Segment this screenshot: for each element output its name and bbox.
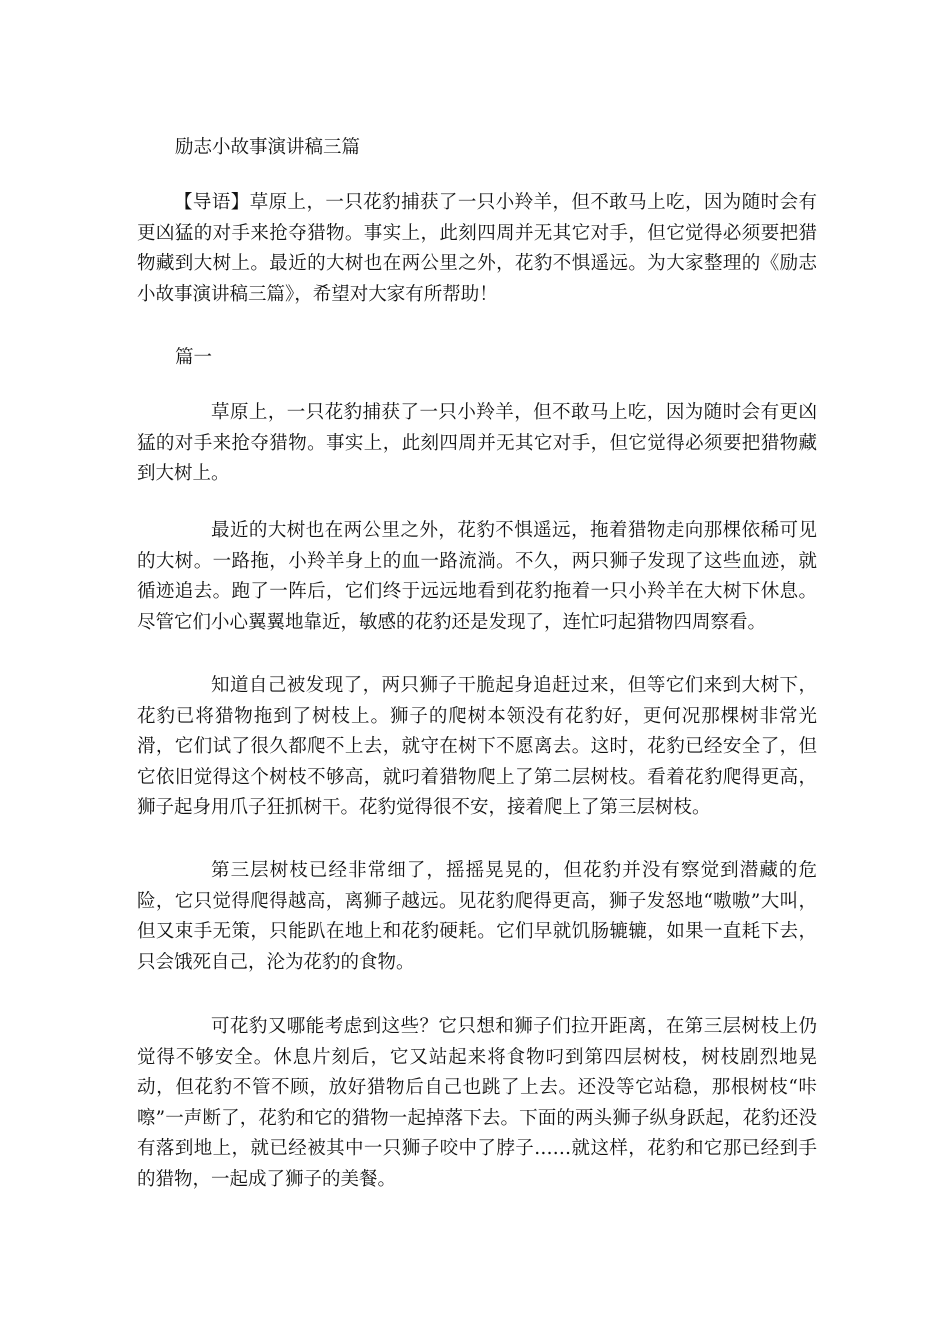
intro-paragraph: 【导语】草原上，一只花豹捕获了一只小羚羊，但不敢马上吃，因为随时会有更凶猛的对手来抢夺猎物。事实上，此刻四周并无其它对手，但它觉得必须要把猎物藏到大树上。最近的大树也在两公里之外，花豹不惧遥远。为大家整理的《励志小故事演讲稿三篇》，希望对大家有所帮助！ bbox=[137, 192, 817, 305]
document-title: 励志小故事演讲稿三篇 bbox=[175, 137, 361, 158]
body-paragraph-1: 草原上，一只花豹捕获了一只小羚羊，但不敢马上吃，因为随时会有更凶猛的对手来抢夺猎物。事实上，此刻四周并无其它对手，但它觉得必须要把猎物藏到大树上。 bbox=[137, 402, 817, 484]
body-paragraph-4: 第三层树枝已经非常细了，摇摇晃晃的，但花豹并没有察觉到潜藏的危险，它只觉得爬得越高，离狮子越远。见花豹爬得更高，狮子发怒地“嗷嗷”大叫，但又束手无策，只能趴在地上和花豹硬耗。它们早就饥肠辘辘，如果一直耗下去，只会饿死自己，沦为花豹的食物。 bbox=[137, 860, 817, 973]
body-paragraph-2: 最近的大树也在两公里之外，花豹不惧遥远，拖着猎物走向那棵依稀可见的大树。一路拖，小羚羊身上的血一路流淌。不久，两只狮子发现了这些血迹，就循迹追去。跑了一阵后，它们终于远远地看到花豹拖着一只小羚羊在大树下休息。尽管它们小心翼翼地靠近，敏感的花豹还是发现了，连忙叼起猎物四周察看。 bbox=[137, 520, 817, 633]
body-paragraph-3: 知道自己被发现了，两只狮子干脆起身追赶过来，但等它们来到大树下，花豹已将猎物拖到了树枝上。狮子的爬树本领没有花豹好，更何况那棵树非常光滑，它们试了很久都爬不上去，就守在树下不愿离去。这时，花豹已经安全了，但它依旧觉得这个树枝不够高，就叼着猎物爬上了第二层树枝。看着花豹爬得更高，狮子起身用爪子狂抓树干。花豹觉得很不安，接着爬上了第三层树枝。 bbox=[137, 675, 817, 818]
body-paragraph-5: 可花豹又哪能考虑到这些？它只想和狮子们拉开距离，在第三层树枝上仍觉得不够安全。休息片刻后，它又站起来将食物叼到第四层树枝，树枝剧烈地晃动，但花豹不管不顾，放好猎物后自己也跳了上去。还没等它站稳，那根树枝“咔嚓”一声断了，花豹和它的猎物一起掉落下去。下面的两头狮子纵身跃起，花豹还没有落到地上，就已经被其中一只狮子咬中了脖子……就这样，花豹和它那已经到手的猎物，一起成了狮子的美餐。 bbox=[137, 1016, 817, 1190]
section-heading: 篇一 bbox=[175, 347, 213, 368]
